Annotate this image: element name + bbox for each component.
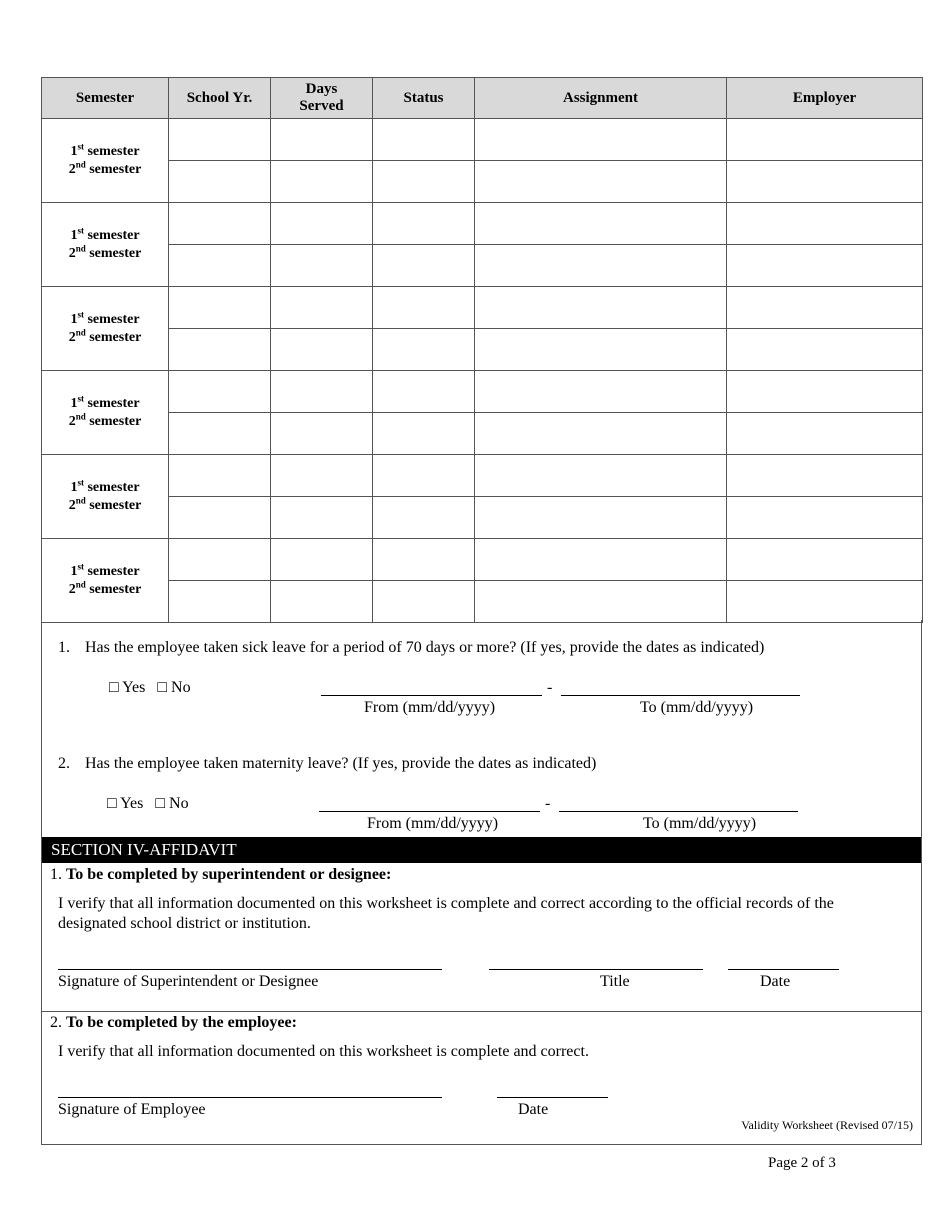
checkbox-icon[interactable]: □ xyxy=(109,679,119,696)
status-cell-first-semester[interactable] xyxy=(373,455,475,497)
question-2-no-label: No xyxy=(169,795,189,812)
table-row xyxy=(42,329,923,371)
second-semester-suffix: nd xyxy=(75,158,86,169)
question-1-number: 1. xyxy=(58,639,70,656)
second-semester-number: 2 xyxy=(68,497,76,513)
affidavit-part-2-heading xyxy=(50,1014,297,1032)
header-employer: Employer xyxy=(727,78,923,119)
header-status: Status xyxy=(373,78,475,119)
second-semester-word: semester xyxy=(89,497,142,513)
question-2-from-label: From (mm/dd/yyyy) xyxy=(367,815,499,832)
affidavit-part-1-statement-line-2: designated school district or institution. xyxy=(58,915,311,932)
assignment-cell-first-semester[interactable] xyxy=(475,119,727,161)
table-row xyxy=(42,119,923,161)
status-cell-second-semester[interactable] xyxy=(373,329,475,371)
first-semester-number: 1 xyxy=(70,395,78,411)
days-served-cell-second-semester[interactable] xyxy=(271,245,373,287)
second-semester-word: semester xyxy=(89,413,142,429)
assignment-cell-second-semester[interactable] xyxy=(475,413,727,455)
second-semester-suffix: nd xyxy=(75,242,86,253)
header-school-year: School Yr. xyxy=(169,78,271,119)
days-served-cell-first-semester[interactable] xyxy=(271,119,373,161)
school-year-cell-first-semester[interactable] xyxy=(169,371,271,413)
second-semester-label xyxy=(42,494,168,515)
first-semester-word: semester xyxy=(87,479,140,495)
second-semester-suffix: nd xyxy=(75,410,86,421)
affidavit-part-1-number: 1. xyxy=(50,866,62,883)
employer-cell-first-semester[interactable] xyxy=(727,371,923,413)
status-cell-second-semester[interactable] xyxy=(373,413,475,455)
assignment-cell-first-semester[interactable] xyxy=(475,455,727,497)
second-semester-suffix: nd xyxy=(75,326,86,337)
first-semester-suffix: st xyxy=(77,140,84,151)
employer-cell-second-semester[interactable] xyxy=(727,245,923,287)
question-1-from-field[interactable] xyxy=(321,695,542,696)
first-semester-word: semester xyxy=(87,143,140,159)
days-served-cell-second-semester[interactable] xyxy=(271,413,373,455)
superintendent-date-field[interactable] xyxy=(728,969,839,970)
semester-label-cell xyxy=(42,287,169,371)
school-year-cell-first-semester[interactable] xyxy=(169,287,271,329)
superintendent-title-label: Title xyxy=(600,973,630,990)
worksheet-table-area xyxy=(41,77,922,623)
second-semester-label xyxy=(42,578,168,599)
second-semester-word: semester xyxy=(89,581,142,597)
employer-cell-second-semester[interactable] xyxy=(727,581,923,623)
lower-form-box xyxy=(41,620,922,1145)
second-semester-number: 2 xyxy=(68,581,76,597)
days-served-cell-second-semester[interactable] xyxy=(271,329,373,371)
question-2-options xyxy=(107,795,189,813)
question-1-to-label: To (mm/dd/yyyy) xyxy=(640,699,754,716)
first-semester-number: 1 xyxy=(70,227,78,243)
employer-cell-second-semester[interactable] xyxy=(727,413,923,455)
second-semester-label xyxy=(42,242,168,263)
status-cell-first-semester[interactable] xyxy=(373,539,475,581)
header-days-served-text: Days Served xyxy=(299,81,344,114)
table-row xyxy=(42,539,923,581)
table-row xyxy=(42,203,923,245)
second-semester-word: semester xyxy=(89,245,142,261)
first-semester-word: semester xyxy=(87,395,140,411)
question-2-text: Has the employee taken maternity leave? (If yes, provide the dates as indicated) xyxy=(85,755,597,772)
first-semester-word: semester xyxy=(87,227,140,243)
first-semester-label xyxy=(42,392,168,413)
table-row xyxy=(42,161,923,203)
second-semester-word: semester xyxy=(89,161,142,177)
first-semester-label xyxy=(42,308,168,329)
question-2-dash: - xyxy=(545,795,551,812)
school-year-cell-second-semester[interactable] xyxy=(169,161,271,203)
assignment-cell-first-semester[interactable] xyxy=(475,371,727,413)
days-served-cell-second-semester[interactable] xyxy=(271,161,373,203)
first-semester-number: 1 xyxy=(70,143,78,159)
status-cell-first-semester[interactable] xyxy=(373,203,475,245)
table-row xyxy=(42,455,923,497)
header-days-served xyxy=(271,78,373,119)
first-semester-label xyxy=(42,140,168,161)
employee-date-label: Date xyxy=(518,1101,549,1118)
affidavit-part-2-number: 2. xyxy=(50,1014,62,1031)
assignment-cell-second-semester[interactable] xyxy=(475,497,727,539)
assignment-cell-second-semester[interactable] xyxy=(475,161,727,203)
table-row xyxy=(42,581,923,623)
employer-cell-first-semester[interactable] xyxy=(727,119,923,161)
status-cell-second-semester[interactable] xyxy=(373,497,475,539)
days-served-cell-second-semester[interactable] xyxy=(271,497,373,539)
question-1-yes-label: Yes xyxy=(122,679,146,696)
second-semester-suffix: nd xyxy=(75,578,86,589)
second-semester-number: 2 xyxy=(68,413,76,429)
semester-label-cell xyxy=(42,539,169,623)
first-semester-suffix: st xyxy=(77,560,84,571)
assignment-cell-second-semester[interactable] xyxy=(475,245,727,287)
first-semester-suffix: st xyxy=(77,392,84,403)
second-semester-label xyxy=(42,410,168,431)
semester-label-cell xyxy=(42,119,169,203)
affidavit-part-1-statement-line-1: I verify that all information documented on this worksheet is complete and correct according to the official records of the xyxy=(58,895,834,912)
question-1-options xyxy=(109,679,191,697)
assignment-cell-first-semester[interactable] xyxy=(475,287,727,329)
question-2-from-field[interactable] xyxy=(319,811,540,812)
header-semester: Semester xyxy=(42,78,169,119)
first-semester-suffix: st xyxy=(77,308,84,319)
question-2-yes-label: Yes xyxy=(120,795,144,812)
second-semester-number: 2 xyxy=(68,329,76,345)
affidavit-part-1-heading xyxy=(50,866,391,884)
table-row xyxy=(42,413,923,455)
service-record-table xyxy=(41,77,923,623)
page-number: Page 2 of 3 xyxy=(768,1155,836,1171)
assignment-cell-second-semester[interactable] xyxy=(475,329,727,371)
first-semester-label xyxy=(42,476,168,497)
table-row xyxy=(42,371,923,413)
school-year-cell-first-semester[interactable] xyxy=(169,539,271,581)
table-row xyxy=(42,497,923,539)
superintendent-date-label: Date xyxy=(760,973,791,990)
header-assignment: Assignment xyxy=(475,78,727,119)
school-year-cell-first-semester[interactable] xyxy=(169,203,271,245)
employee-signature-field[interactable] xyxy=(58,1097,442,1098)
second-semester-number: 2 xyxy=(68,245,76,261)
second-semester-word: semester xyxy=(89,329,142,345)
days-served-cell-first-semester[interactable] xyxy=(271,455,373,497)
employer-cell-first-semester[interactable] xyxy=(727,455,923,497)
days-served-cell-first-semester[interactable] xyxy=(271,203,373,245)
school-year-cell-second-semester[interactable] xyxy=(169,581,271,623)
days-served-cell-first-semester[interactable] xyxy=(271,539,373,581)
affidavit-divider xyxy=(42,1011,921,1012)
question-1-no-label: No xyxy=(171,679,191,696)
second-semester-label xyxy=(42,326,168,347)
school-year-cell-first-semester[interactable] xyxy=(169,119,271,161)
superintendent-signature-label: Signature of Superintendent or Designee xyxy=(58,973,319,990)
employee-date-field[interactable] xyxy=(497,1097,608,1098)
checkbox-icon[interactable]: □ xyxy=(157,679,168,696)
status-cell-second-semester[interactable] xyxy=(373,161,475,203)
superintendent-title-field[interactable] xyxy=(489,969,703,970)
school-year-cell-second-semester[interactable] xyxy=(169,245,271,287)
question-1-to-field[interactable] xyxy=(561,695,800,696)
first-semester-word: semester xyxy=(87,311,140,327)
first-semester-word: semester xyxy=(87,563,140,579)
employer-cell-first-semester[interactable] xyxy=(727,539,923,581)
question-1-from-label: From (mm/dd/yyyy) xyxy=(364,699,496,716)
superintendent-signature-field[interactable] xyxy=(58,969,442,970)
school-year-cell-second-semester[interactable] xyxy=(169,329,271,371)
semester-label-cell xyxy=(42,371,169,455)
employer-cell-second-semester[interactable] xyxy=(727,497,923,539)
employee-signature-label: Signature of Employee xyxy=(58,1101,206,1118)
status-cell-first-semester[interactable] xyxy=(373,287,475,329)
second-semester-suffix: nd xyxy=(75,494,86,505)
question-1-text: Has the employee taken sick leave for a period of 70 days or more? (If yes, provide the dates as indicated) xyxy=(85,639,765,656)
first-semester-label xyxy=(42,560,168,581)
semester-label-cell xyxy=(42,455,169,539)
checkbox-icon[interactable]: □ xyxy=(155,795,166,812)
affidavit-part-2-title: To be completed by the employee: xyxy=(66,1014,297,1031)
employer-cell-first-semester[interactable] xyxy=(727,287,923,329)
table-header-row xyxy=(42,78,923,119)
first-semester-suffix: st xyxy=(77,224,84,235)
first-semester-number: 1 xyxy=(70,563,78,579)
employer-cell-first-semester[interactable] xyxy=(727,203,923,245)
question-1-dash: - xyxy=(547,679,553,696)
school-year-cell-second-semester[interactable] xyxy=(169,413,271,455)
status-cell-first-semester[interactable] xyxy=(373,371,475,413)
days-served-cell-first-semester[interactable] xyxy=(271,287,373,329)
checkbox-icon[interactable]: □ xyxy=(107,795,117,812)
employer-cell-second-semester[interactable] xyxy=(727,161,923,203)
status-cell-first-semester[interactable] xyxy=(373,119,475,161)
days-served-cell-second-semester[interactable] xyxy=(271,581,373,623)
semester-label-cell xyxy=(42,203,169,287)
assignment-cell-first-semester[interactable] xyxy=(475,203,727,245)
table-row xyxy=(42,245,923,287)
question-2-to-label: To (mm/dd/yyyy) xyxy=(643,815,757,832)
assignment-cell-second-semester[interactable] xyxy=(475,581,727,623)
first-semester-number: 1 xyxy=(70,311,78,327)
section-iv-title: SECTION IV-AFFIDAVIT xyxy=(51,840,237,859)
school-year-cell-second-semester[interactable] xyxy=(169,497,271,539)
status-cell-second-semester[interactable] xyxy=(373,581,475,623)
revision-note: Validity Worksheet (Revised 07/15) xyxy=(741,1118,913,1132)
school-year-cell-first-semester[interactable] xyxy=(169,455,271,497)
assignment-cell-first-semester[interactable] xyxy=(475,539,727,581)
employer-cell-second-semester[interactable] xyxy=(727,329,923,371)
first-semester-number: 1 xyxy=(70,479,78,495)
second-semester-label xyxy=(42,158,168,179)
affidavit-part-2-statement: I verify that all information documented on this worksheet is complete and correct. xyxy=(58,1043,589,1060)
days-served-cell-first-semester[interactable] xyxy=(271,371,373,413)
status-cell-second-semester[interactable] xyxy=(373,245,475,287)
table-row xyxy=(42,287,923,329)
affidavit-part-1-title: To be completed by superintendent or designee: xyxy=(66,866,392,883)
question-2-number: 2. xyxy=(58,755,70,772)
second-semester-number: 2 xyxy=(68,161,76,177)
section-iv-header xyxy=(42,837,921,863)
question-2-to-field[interactable] xyxy=(559,811,798,812)
first-semester-suffix: st xyxy=(77,476,84,487)
first-semester-label xyxy=(42,224,168,245)
